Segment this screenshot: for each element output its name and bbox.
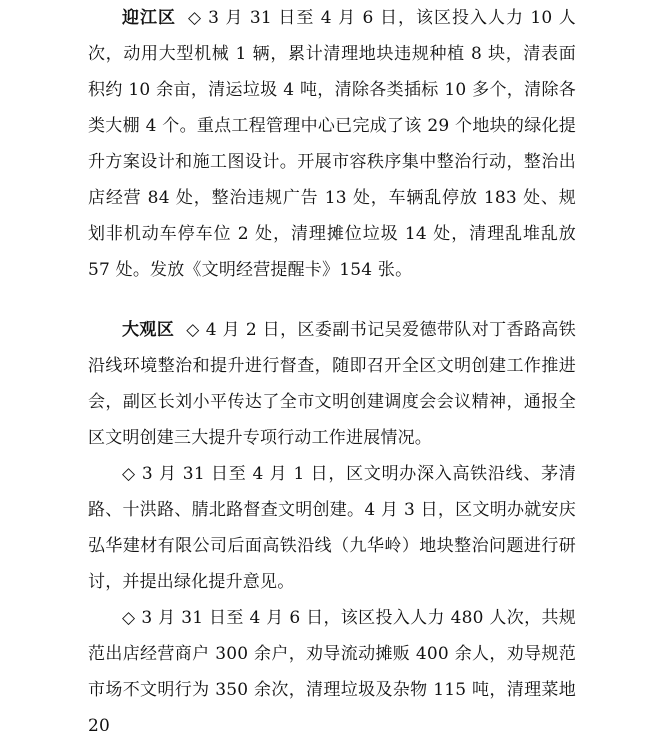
- diamond-bullet-icon: ◇: [188, 8, 203, 28]
- paragraph-2-text: 3 月 31 日至 4 月 1 日，区文明办深入高铁沿线、茅清路、十洪路、腈北路督查文明创建。4 月 3 日，区文明办就安庆弘华建材有限公司后面高铁沿线（九华岭）地块整治问题进行研讨，并提出绿化提升意见。: [88, 464, 577, 592]
- diamond-bullet-icon: ◇: [122, 464, 136, 484]
- daguan-body-text: 4 月 2 日，区委副书记吴爱德带队对丁香路高铁沿线环境整治和提升进行督查，随即召开全区文明创建工作推进会，副区长刘小平传达了全市文明创建调度会会议精神，通报全区文明创建三大提升专项行动工作进展情况。: [88, 320, 576, 448]
- daguan-paragraph-2: [88, 456, 576, 600]
- diamond-bullet-icon: ◇: [122, 608, 136, 628]
- district-heading-yingjiang: 迎江区: [122, 8, 176, 28]
- daguan-section: [88, 312, 576, 456]
- yingjiang-section: [88, 0, 576, 288]
- daguan-paragraph-3: [88, 600, 576, 744]
- district-heading-daguan: 大观区: [122, 320, 175, 340]
- diamond-bullet-icon: ◇: [186, 320, 200, 340]
- yingjiang-body-text: 3 月 31 日至 4 月 6 日，该区投入人力 10 人次，动用大型机械 1 辆，累计清理地块违规种植 8 块，清表面积约 10 余亩，清运垃圾 4 吨，清除各类插标 10 多个，清除各类大棚 4 个。重点工程管理中心已完成了该 29 个地块的绿化提升方案设计和施工图设计。开展市容秩序集中整治行动，整治出店经营 84 处，整治违规广告 13 处，车辆乱停放 183 处、规划非机动车停车位 2 处，清理摊位垃圾 14 处，清理乱堆乱放 57 处。发放《文明经营提醒卡》154 张。: [88, 8, 576, 280]
- paragraph-3-text: 3 月 31 日至 4 月 6 日，该区投入人力 480 人次，共规范出店经营商户 300 余户，劝导流动摊贩 400 余人，劝导规范市场不文明行为 350 余次，清理垃圾及杂物 115 吨，清理菜地 20: [88, 608, 576, 736]
